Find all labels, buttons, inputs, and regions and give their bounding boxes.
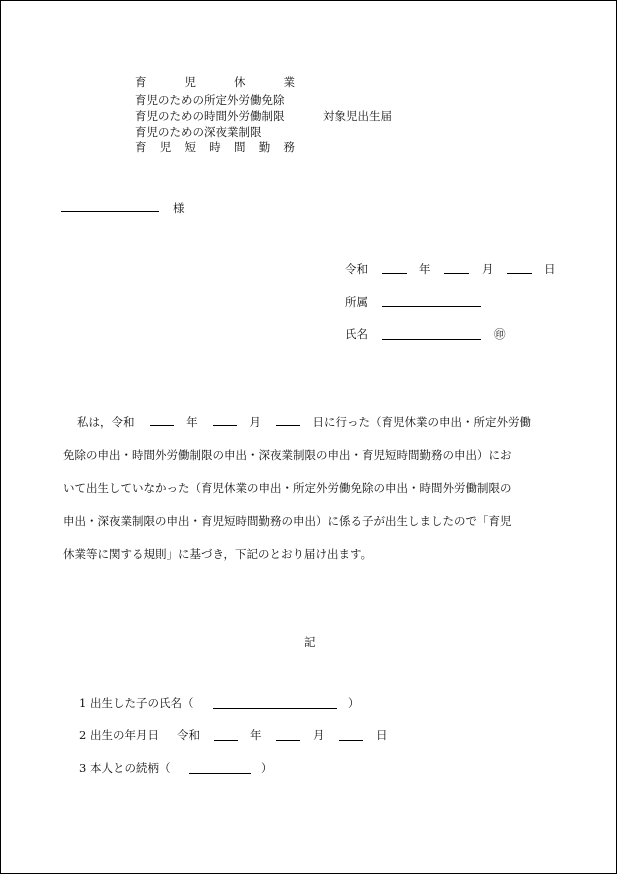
- item-2-month-blank: [276, 740, 300, 741]
- header-item-night-work-limit: 育児のための深夜業制限: [135, 125, 262, 139]
- item-1-close: ）: [348, 696, 360, 710]
- item-3-label: 3 本人との続柄（: [79, 761, 171, 775]
- header-char: 業: [283, 75, 295, 89]
- item-3-blank: [189, 773, 251, 774]
- date-month-label: 月: [482, 262, 494, 276]
- date-day-blank: [507, 273, 532, 274]
- header-char: 勤: [258, 140, 271, 154]
- header-char: 児: [159, 140, 172, 154]
- item-3-close: ）: [261, 761, 273, 775]
- header-char: 児: [184, 75, 196, 89]
- body-line-1-text: 日に行った（育児休業の申出・所定外労働: [312, 415, 531, 429]
- header-char: 育: [135, 75, 147, 89]
- body-year-blank: [150, 424, 174, 426]
- addressee-suffix: 様: [173, 201, 185, 215]
- name-label: 氏名: [345, 327, 368, 341]
- header-char: 短: [184, 140, 196, 154]
- seal-mark: ㊞: [494, 327, 506, 341]
- date-year-label: 年: [419, 262, 431, 276]
- department-blank: [382, 306, 481, 307]
- header-char: 時: [209, 140, 221, 154]
- item-2-month-label: 月: [313, 728, 325, 742]
- header-char: 間: [234, 140, 246, 154]
- item-2-year-label: 年: [250, 728, 262, 742]
- name-blank: [382, 339, 481, 340]
- header-item-overtime-limit: 育児のための時間外労働制限: [135, 109, 285, 123]
- header-char: 休: [234, 75, 246, 89]
- item-2-day-label: 日: [376, 728, 388, 742]
- date-day-label: 日: [544, 262, 556, 276]
- document-title: 対象児出生届: [323, 109, 392, 123]
- body-line-4: 申出・深夜業制限の申出・育児短時間勤務の申出）に係る子が出生しましたので「育児: [63, 514, 512, 528]
- item-2-year-blank: [214, 740, 238, 741]
- addressee-underline: [61, 211, 159, 212]
- body-line-2: 免除の申出・時間外労働制限の申出・深夜業制限の申出・育児短時間勤務の申出）にお: [63, 448, 512, 462]
- header-item-childcare-leave: [135, 74, 295, 90]
- ki-heading: 記: [304, 635, 316, 649]
- header-item-overtime-exemption: 育児のための所定外労働免除: [135, 93, 285, 107]
- body-month-label: 月: [249, 415, 261, 429]
- item-2-label: 2 出生の年月日: [79, 728, 159, 742]
- body-paragraph: [63, 406, 557, 571]
- header-char: 務: [283, 140, 295, 154]
- date-year-blank: [382, 273, 407, 274]
- item-2-era: 令和: [177, 728, 200, 742]
- item-1-label: 1 出生した子の氏名（: [79, 696, 194, 710]
- body-era: 私は，令和: [77, 415, 135, 429]
- header-item-short-hours: [135, 139, 295, 155]
- body-line-3: いて出生していなかった（育児休業の申出・所定外労働免除の申出・時間外労働制限の: [63, 481, 512, 495]
- body-year-label: 年: [186, 415, 198, 429]
- date-month-blank: [444, 273, 469, 274]
- item-2-day-blank: [339, 740, 363, 741]
- date-era: 令和: [345, 262, 368, 276]
- item-1-blank: [213, 708, 337, 709]
- body-line-5: 休業等に関する規則」に基づき，下記のとおり届け出ます。: [63, 547, 373, 561]
- body-month-blank: [213, 424, 237, 426]
- header-char: 育: [135, 140, 147, 154]
- body-day-blank: [276, 424, 300, 426]
- department-label: 所属: [345, 295, 368, 309]
- body-line-1: [63, 406, 557, 439]
